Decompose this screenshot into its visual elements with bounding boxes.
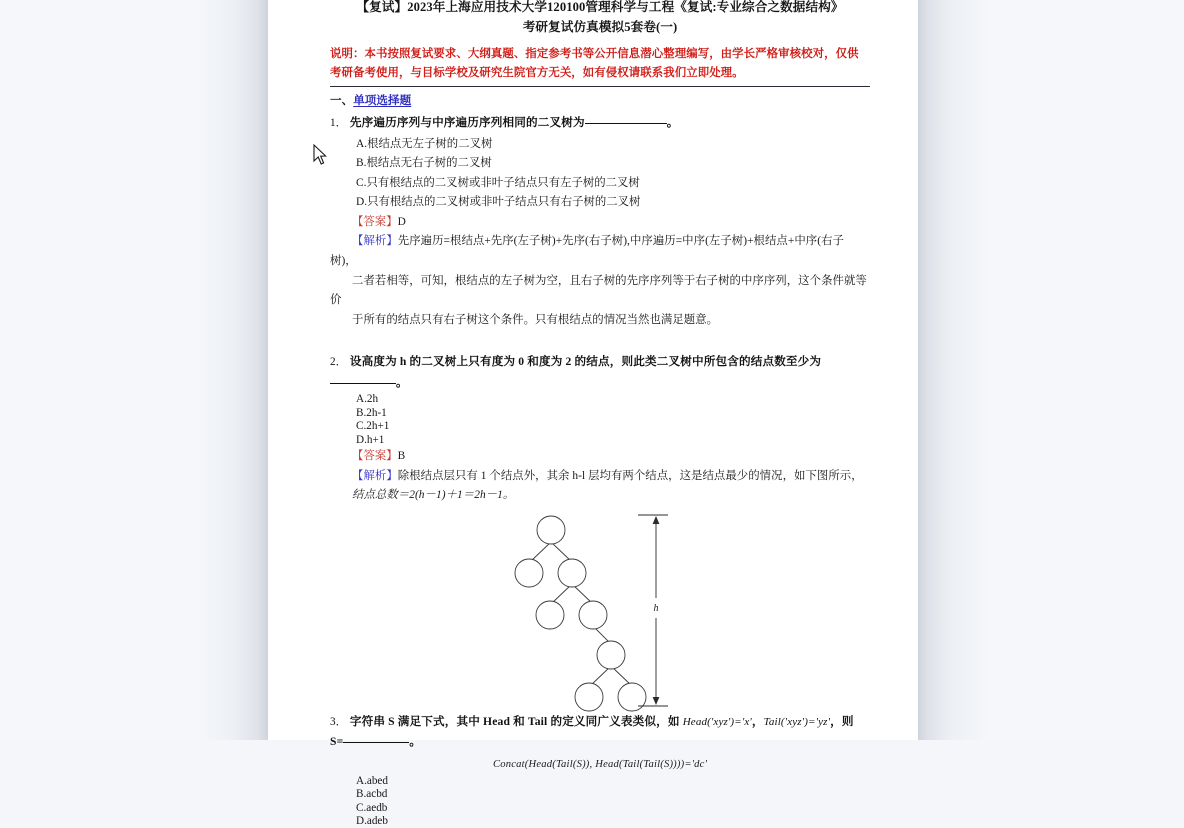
question-1-option-a[interactable]: A.根结点无左子树的二叉树 bbox=[356, 137, 493, 150]
question-2-answer-value: B bbox=[397, 450, 406, 463]
question-1-option-b[interactable]: B.根结点无右子树的二叉树 bbox=[356, 157, 492, 170]
question-3-stem-tail: ，则 bbox=[830, 714, 854, 728]
question-1-options bbox=[330, 135, 870, 213]
question-3-math-head: Head('xyz')='x' bbox=[682, 715, 752, 728]
question-2-stem-continuation bbox=[330, 373, 870, 393]
binary-tree-svg bbox=[508, 510, 678, 710]
question-1-option-d[interactable]: D.只有根结点的二叉树或非叶子结点只有右子树的二叉树 bbox=[356, 196, 641, 209]
question-1 bbox=[330, 113, 870, 330]
question-3-stem-continuation bbox=[330, 732, 870, 752]
question-1-analysis-line-3-wrap bbox=[330, 311, 870, 331]
question-2-option-b[interactable]: B.2h-1 bbox=[356, 406, 387, 419]
question-2-answer-label: 【答案】 bbox=[352, 450, 398, 463]
question-2-option-c[interactable]: C.2h+1 bbox=[356, 420, 390, 433]
question-1-analysis-line-1: 先序遍历=根结点+先序(左子树)+先序(右子树),中序遍历=中序(左子树)+根结点+中序(右子树)， bbox=[330, 235, 844, 268]
question-3-blank bbox=[343, 742, 409, 743]
question-2-stem bbox=[330, 352, 870, 373]
binary-tree-minimum-nodes-diagram bbox=[330, 510, 870, 710]
question-3-option-a[interactable]: A.abed bbox=[356, 774, 388, 787]
question-3-stem-period: 。 bbox=[409, 735, 422, 749]
question-2 bbox=[330, 352, 870, 709]
question-1-option-c[interactable]: C.只有根结点的二叉树或非叶子结点只有左子树的二叉树 bbox=[356, 176, 640, 189]
document-title bbox=[330, 0, 870, 37]
question-1-stem bbox=[330, 113, 870, 134]
question-1-number: 1． bbox=[330, 117, 347, 129]
question-1-analysis-line-2-wrap bbox=[330, 272, 870, 311]
question-1-analysis-line-3: 于所有的结点只有右子树这个条件。只有根结点的情况当然也满足题意。 bbox=[352, 313, 719, 326]
question-2-analysis bbox=[330, 467, 870, 487]
question-3-formula: Concat(Head(Tail(S)), Head(Tail(Tail(S))))='dc' bbox=[492, 758, 708, 770]
question-1-stem-period: 。 bbox=[666, 116, 679, 129]
question-2-options bbox=[330, 393, 870, 447]
section-heading bbox=[330, 93, 870, 109]
question-1-stem-text: 先序遍历序列与中序遍历序列相同的二叉树为 bbox=[349, 116, 585, 129]
document-title-line-2: 考研复试仿真模拟5套卷(一) bbox=[522, 20, 678, 34]
question-3-option-d[interactable]: D.adeb bbox=[356, 815, 388, 828]
question-1-answer-label: 【答案】 bbox=[352, 215, 398, 228]
viewer-left-gutter bbox=[0, 0, 268, 740]
question-1-analysis bbox=[330, 232, 870, 271]
question-2-analysis-line-1: 除根结点层只有 1 个结点外，其余 h-l 层均有两个结点，这是结点最少的情况，如下图所示， bbox=[397, 469, 863, 482]
document-page bbox=[268, 0, 918, 828]
question-2-analysis-line-2: 结点总数＝2(h－1)＋1＝2h－1。 bbox=[352, 489, 515, 502]
question-1-blank bbox=[585, 123, 667, 124]
document-title-line-1: 【复试】2023年上海应用技术大学120100管理科学与工程《复试:专业综合之数据结构》 bbox=[356, 0, 844, 14]
section-number: 一、 bbox=[330, 94, 354, 107]
question-3-stem-mid: ， bbox=[751, 714, 764, 728]
question-2-stem-period: 。 bbox=[396, 375, 408, 389]
question-3-stem-text: 字符串 S 满足下式，其中 Head 和 Tail 的定义同广义表类似，如 bbox=[349, 714, 683, 728]
question-2-number: 2． bbox=[330, 356, 347, 369]
question-3-number: 3． bbox=[330, 715, 347, 728]
question-3-option-b[interactable]: B.acbd bbox=[356, 788, 388, 801]
page-content bbox=[330, 0, 870, 828]
question-2-option-d[interactable]: D.h+1 bbox=[356, 433, 385, 446]
question-3-s-equals: S= bbox=[330, 735, 344, 749]
publisher-notice: 说明：本书按照复试要求、大纲真题、指定参考书等公开信息潜心整理编写，由学长严格审核校对，仅供考研备考使用，与目标学校及研究生院官方无关，如有侵权请联系我们立即处理。 bbox=[330, 48, 859, 79]
tree-height-label: h bbox=[653, 602, 659, 614]
question-1-analysis-label: 【解析】 bbox=[352, 235, 398, 248]
question-3-math-tail: Tail('xyz')='yz' bbox=[763, 715, 831, 728]
question-2-answer bbox=[330, 447, 870, 467]
viewer-right-gutter bbox=[918, 0, 1184, 740]
question-3-stem bbox=[330, 712, 870, 733]
question-1-answer-value: D bbox=[397, 215, 406, 228]
question-2-blank bbox=[330, 383, 396, 384]
question-3-option-c[interactable]: C.aedb bbox=[356, 801, 388, 814]
question-3 bbox=[330, 712, 870, 828]
question-1-answer bbox=[330, 213, 870, 233]
question-2-analysis-line-2-wrap bbox=[330, 486, 870, 506]
section-label: 单项选择题 bbox=[353, 94, 412, 107]
question-3-options bbox=[330, 775, 870, 828]
question-2-stem-text: 设高度为 h 的二叉树上只有度为 0 和度为 2 的结点，则此类二叉树中所包含的结点数至少为 bbox=[349, 355, 822, 369]
question-1-analysis-line-2: 二者若相等，可知，根结点的左子树为空，且右子树的先序序列等于右子树的中序序列，这个条件就等价 bbox=[330, 274, 867, 307]
question-2-option-a[interactable]: A.2h bbox=[356, 393, 379, 406]
header-divider bbox=[330, 86, 870, 87]
question-2-analysis-label: 【解析】 bbox=[352, 469, 398, 482]
